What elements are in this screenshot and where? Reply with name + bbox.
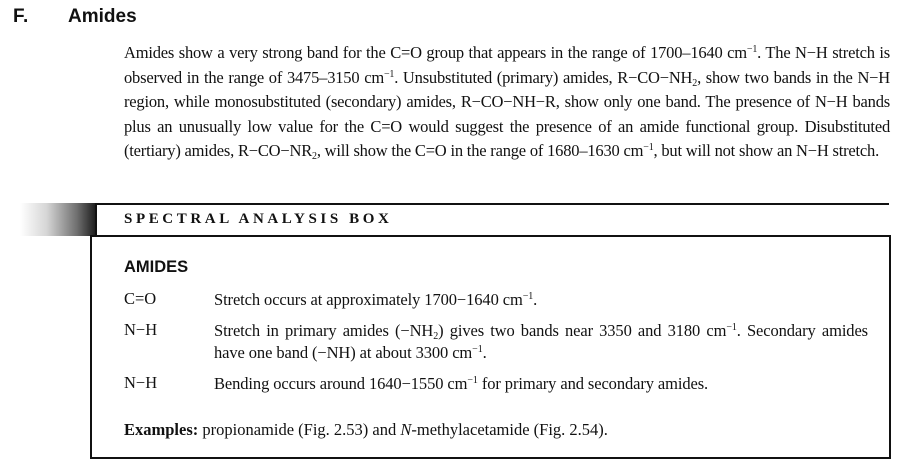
- box-header-divider: [95, 203, 97, 236]
- row-label-nh-stretch: N−H: [124, 320, 158, 339]
- examples-label: Examples:: [124, 420, 199, 439]
- row-label-co: C=O: [124, 289, 157, 308]
- para-text: , show two bands in the N−H region, while monosubstituted (secondary) amides, R−CO−NH−R, show only one band. The presence of N−H bands plus an unusually low value for the C=O would suggest the presence of an amide functional group. Disubstituted (tertiary) amides, R−CO−NR: [124, 67, 890, 160]
- row-text-part: Bending occurs around 1640−1550 cm: [214, 374, 468, 393]
- examples-text: -methylacetamide (Fig. 2.54).: [411, 420, 608, 439]
- row-text-part: Stretch occurs at approximately 1700−1640 cm: [214, 290, 523, 309]
- para-sub: 2: [312, 151, 317, 162]
- section-title: Amides: [68, 6, 137, 27]
- para-text: , but will not show an N−H stretch.: [653, 141, 880, 160]
- para-sup: −1: [643, 142, 654, 153]
- para-text: . Unsubstituted (primary) amides, R−CO−NH: [394, 67, 693, 87]
- row-text-part: .: [533, 290, 538, 309]
- examples-italic: N: [400, 420, 412, 439]
- para-sup: −1: [383, 68, 395, 80]
- para-sub: 2: [692, 77, 698, 89]
- row-text-nh-stretch: [214, 320, 868, 364]
- para-text: , will show the C=O in the range of 1680–1630 cm: [316, 141, 644, 160]
- box-title: AMIDES: [124, 258, 189, 276]
- intro-paragraph: [124, 41, 890, 164]
- row-text-nh-bend: [214, 373, 868, 395]
- row-text-part: for primary and secondary amides.: [477, 374, 709, 393]
- row-text-part: ) gives two bands near 3350 and 3180 cm: [438, 321, 727, 340]
- row-text-co-stretch: [214, 289, 868, 311]
- row-sub: 2: [433, 331, 439, 342]
- box-header-rule: [96, 203, 889, 205]
- row-text-part: . Secondary amides have one band (−NH) at about 3300 cm: [214, 321, 868, 362]
- row-text-part: .: [482, 343, 487, 362]
- row-sup: −1: [472, 344, 483, 355]
- examples-line: [124, 420, 608, 440]
- spectral-box-header: SPECTRAL ANALYSIS BOX: [124, 211, 393, 227]
- para-text: . The N−H stretch is observed in the range of 3475–3150 cm: [124, 43, 890, 87]
- row-text-part: Stretch in primary amides (−NH: [214, 321, 434, 340]
- section-letter: F.: [13, 6, 29, 27]
- row-label-nh-bend: N−H: [124, 373, 158, 392]
- row-sup: −1: [522, 291, 534, 302]
- examples-text: propionamide (Fig. 2.53) and: [198, 420, 401, 439]
- para-text: Amides show a very strong band for the C=O group that appears in the range of 1700–1640 cm: [124, 43, 747, 62]
- row-sup: −1: [467, 375, 478, 386]
- box-header-gradient: [20, 203, 96, 236]
- para-sup: −1: [746, 44, 758, 55]
- row-sup: −1: [726, 322, 737, 333]
